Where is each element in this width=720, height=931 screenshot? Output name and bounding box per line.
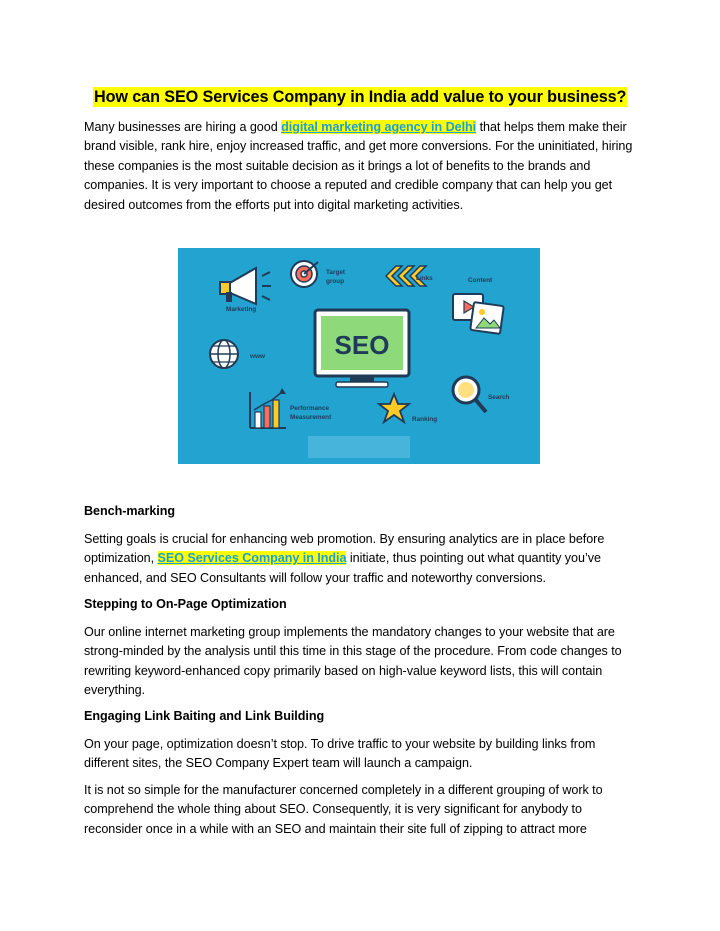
intro-paragraph: [84, 118, 640, 215]
performance-chart-icon: [250, 388, 286, 428]
label-performance: Performance: [290, 405, 330, 412]
label-search: Search: [488, 394, 510, 401]
label-ranking: Ranking: [412, 416, 438, 423]
monitor-seo-text: SEO: [334, 330, 390, 360]
seo-illustration: [178, 248, 540, 464]
seo-hero-image: [178, 248, 540, 464]
intro-text-before: Many businesses are hiring a good: [84, 120, 282, 134]
s1-text-before: Setting goals is crucial for enhancing web promotion. By ensuring analytics are in place before optimization,: [84, 532, 605, 566]
label-content: Content: [468, 277, 493, 284]
globe-icon: [210, 340, 238, 368]
label-measurement: Measurement: [290, 414, 332, 421]
content-media-icon: [453, 294, 504, 334]
intro-text-after: that helps them make their brand visible, rank hire, enjoy increased traffic, and get more conversions. For the uninitiated, hiring these companies is the most suitable decision as it brings a lot of benefits to the brands and companies. It is very important to choose a reputed and credible company that can help you get desired outcomes from the efforts put into digital marketing activities.: [84, 120, 633, 212]
label-target: Target: [326, 269, 346, 276]
label-target-group: group: [326, 278, 345, 285]
section-heading-onpage: Stepping to On-Page Optimization: [84, 597, 287, 611]
label-marketing: Marketing: [226, 306, 257, 313]
digital-marketing-link[interactable]: digital marketing agency in Delhi: [281, 120, 477, 134]
section-heading-benchmarking: Bench-marking: [84, 504, 176, 518]
target-icon: [291, 261, 318, 287]
search-icon: [453, 377, 486, 412]
section-paragraph-onpage: Our online internet marketing group implements the mandatory changes to your website that are strong-minded by the analysis until this time in this stage of the procedure. From code changes to rewriting keyword-enhanced copy primarily based on high-value keyword lists, this will contain everything.: [84, 625, 622, 698]
section-paragraph-closing: It is not so simple for the manufacturer concerned completely in a different grouping of work to comprehend the whole thing about SEO. Consequently, it is very significant for anybody to reconsider once in a while with an SEO and maintain their site full of zipping to attract more: [84, 783, 603, 836]
megaphone-icon: [220, 268, 271, 304]
page-title: How can SEO Services Company in India add value to your business?: [94, 88, 627, 106]
seo-services-link[interactable]: SEO Services Company in India: [157, 551, 347, 566]
section-paragraph-benchmarking: [84, 530, 640, 588]
section-paragraph-link-building: On your page, optimization doesn’t stop. To drive traffic to your website by building links from different sites, the SEO Company Expert team will launch a campaign.: [84, 737, 596, 771]
s1-text-after: initiate, thus pointing out what quantity you’ve enhanced, and SEO Consultants will follow your traffic and noteworthy conversions.: [84, 551, 601, 585]
label-www: www: [250, 353, 265, 360]
star-icon: [379, 394, 409, 422]
label-links: Links: [416, 275, 433, 282]
section-heading-link-building: Engaging Link Baiting and Link Building: [84, 709, 325, 723]
